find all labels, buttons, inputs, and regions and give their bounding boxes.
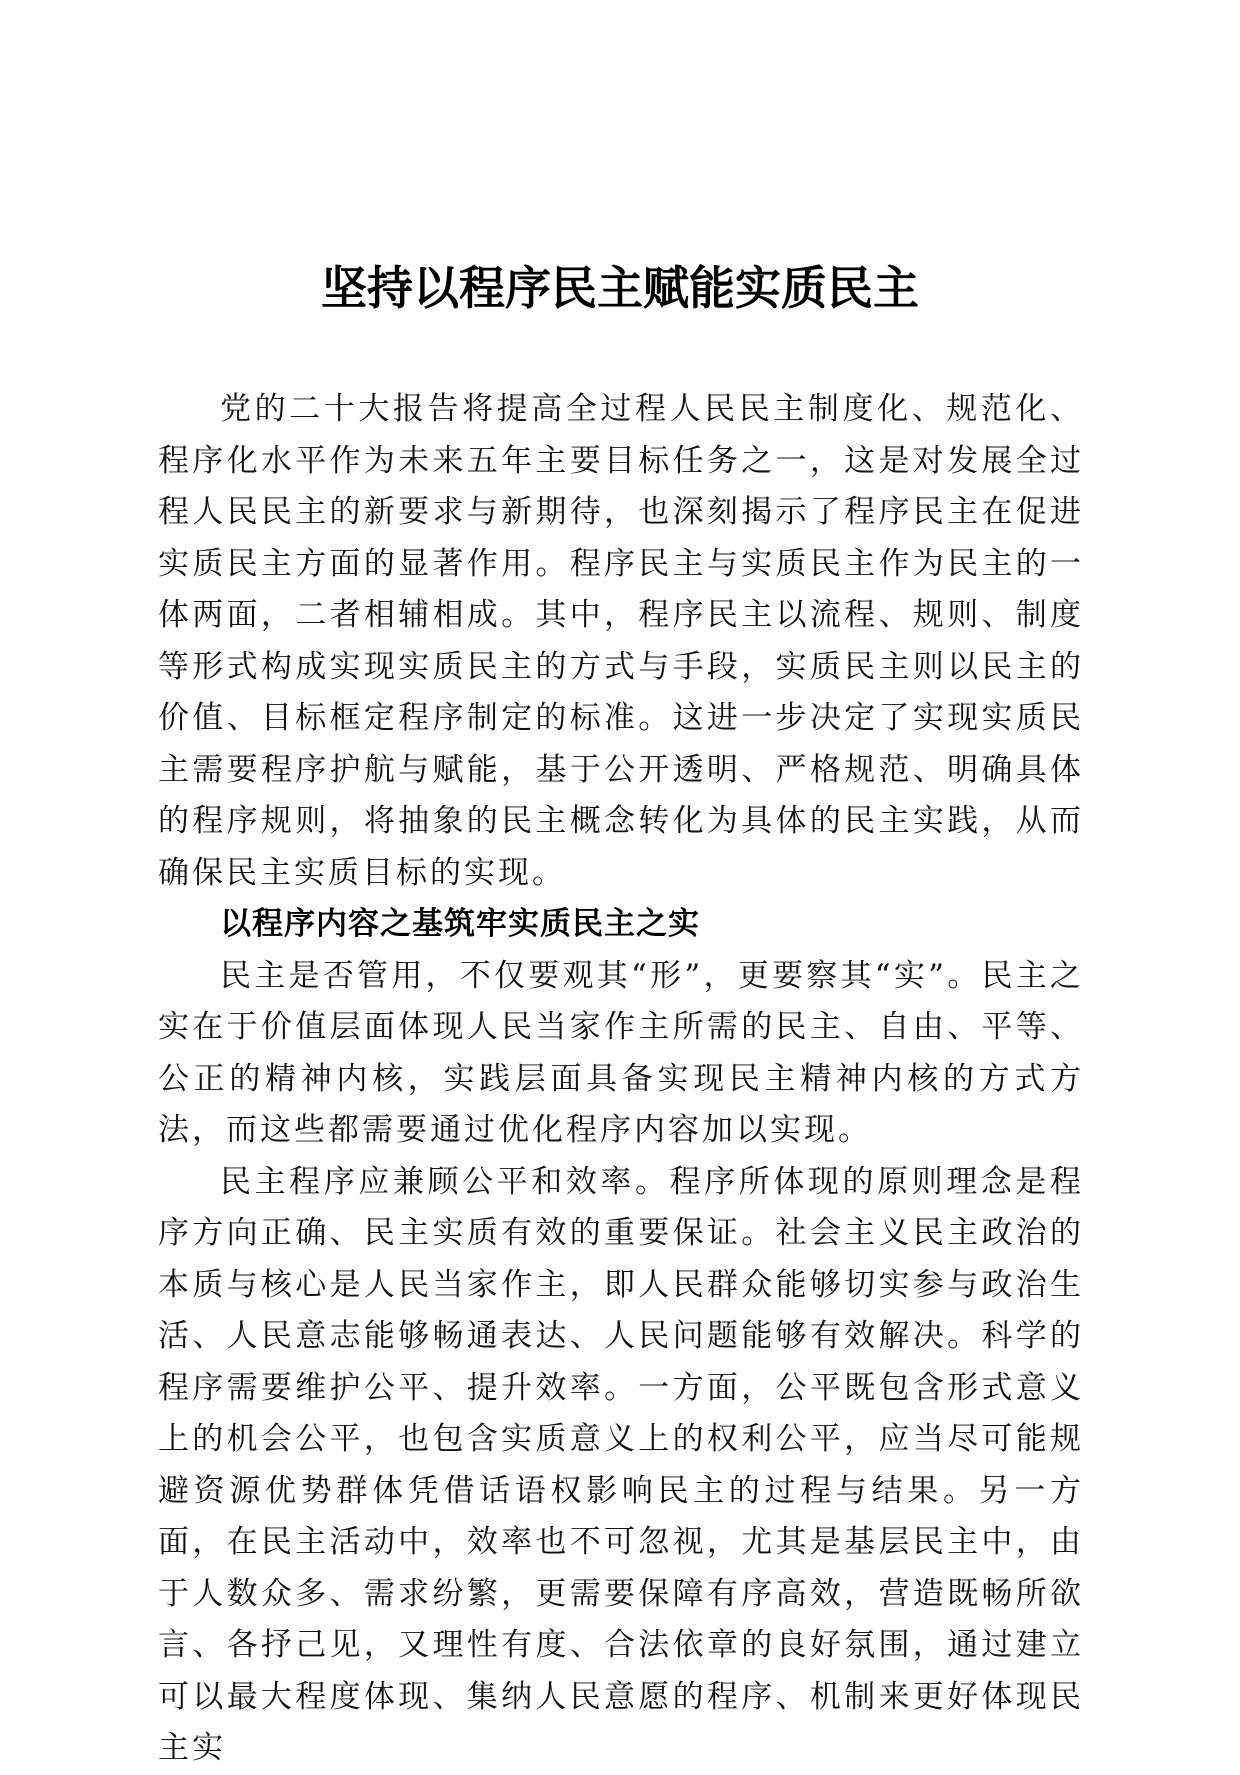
document-title: 坚持以程序民主赋能实质民主	[321, 261, 919, 315]
section-paragraph: 民主程序应兼顾公平和效率。程序所体现的原则理念是程序方向正确、民主实质有效的重要保证。社会主义民主政治的本质与核心是人民当家作主，即人民群众能够切实参与政治生活、人民意志能够畅通表达、人民问题能够有效解决。科学的程序需要维护公平、提升效率。一方面，公平既包含形式意义上的机会公平，也包含实质意义上的权利公平，应当尽可能规避资源优势群体凭借话语权影响民主的过程与结果。另一方面，在民主活动中，效率也不可忽视，尤其是基层民主中，由于人数众多、需求纷繁，更需要保障有序高效，营造既畅所欲言、各抒己见，又理性有度、合法依章的良好氛围，通过建立可以最大程度体现、集纳人民意愿的程序、机制来更好体现民主实	[158, 1163, 1084, 1766]
document-body	[158, 384, 1084, 1775]
intro-paragraph: 党的二十大报告将提高全过程人民民主制度化、规范化、程序化水平作为未来五年主要目标任务之一，这是对发展全过程人民民主的新要求与新期待，也深刻揭示了程序民主在促进实质民主方面的显著作用。程序民主与实质民主作为民主的一体两面，二者相辅相成。其中，程序民主以流程、规则、制度等形式构成实现实质民主的方式与手段，实质民主则以民主的价值、目标框定程序制定的标准。这进一步决定了实现实质民主需要程序护航与赋能，基于公开透明、严格规范、明确具体的程序规则，将抽象的民主概念转化为具体的民主实践，从而确保民主实质目标的实现。	[158, 391, 1084, 891]
section-paragraph: 民主是否管用，不仅要观其“形”，更要察其“实”。民主之实在于价值层面体现人民当家作主所需的民主、自由、平等、公正的精神内核，实践层面具备实现民主精神内核的方式方法，而这些都需要通过优化程序内容加以实现。	[158, 957, 1084, 1148]
section-heading: 以程序内容之基筑牢实质民主之实	[220, 906, 700, 942]
